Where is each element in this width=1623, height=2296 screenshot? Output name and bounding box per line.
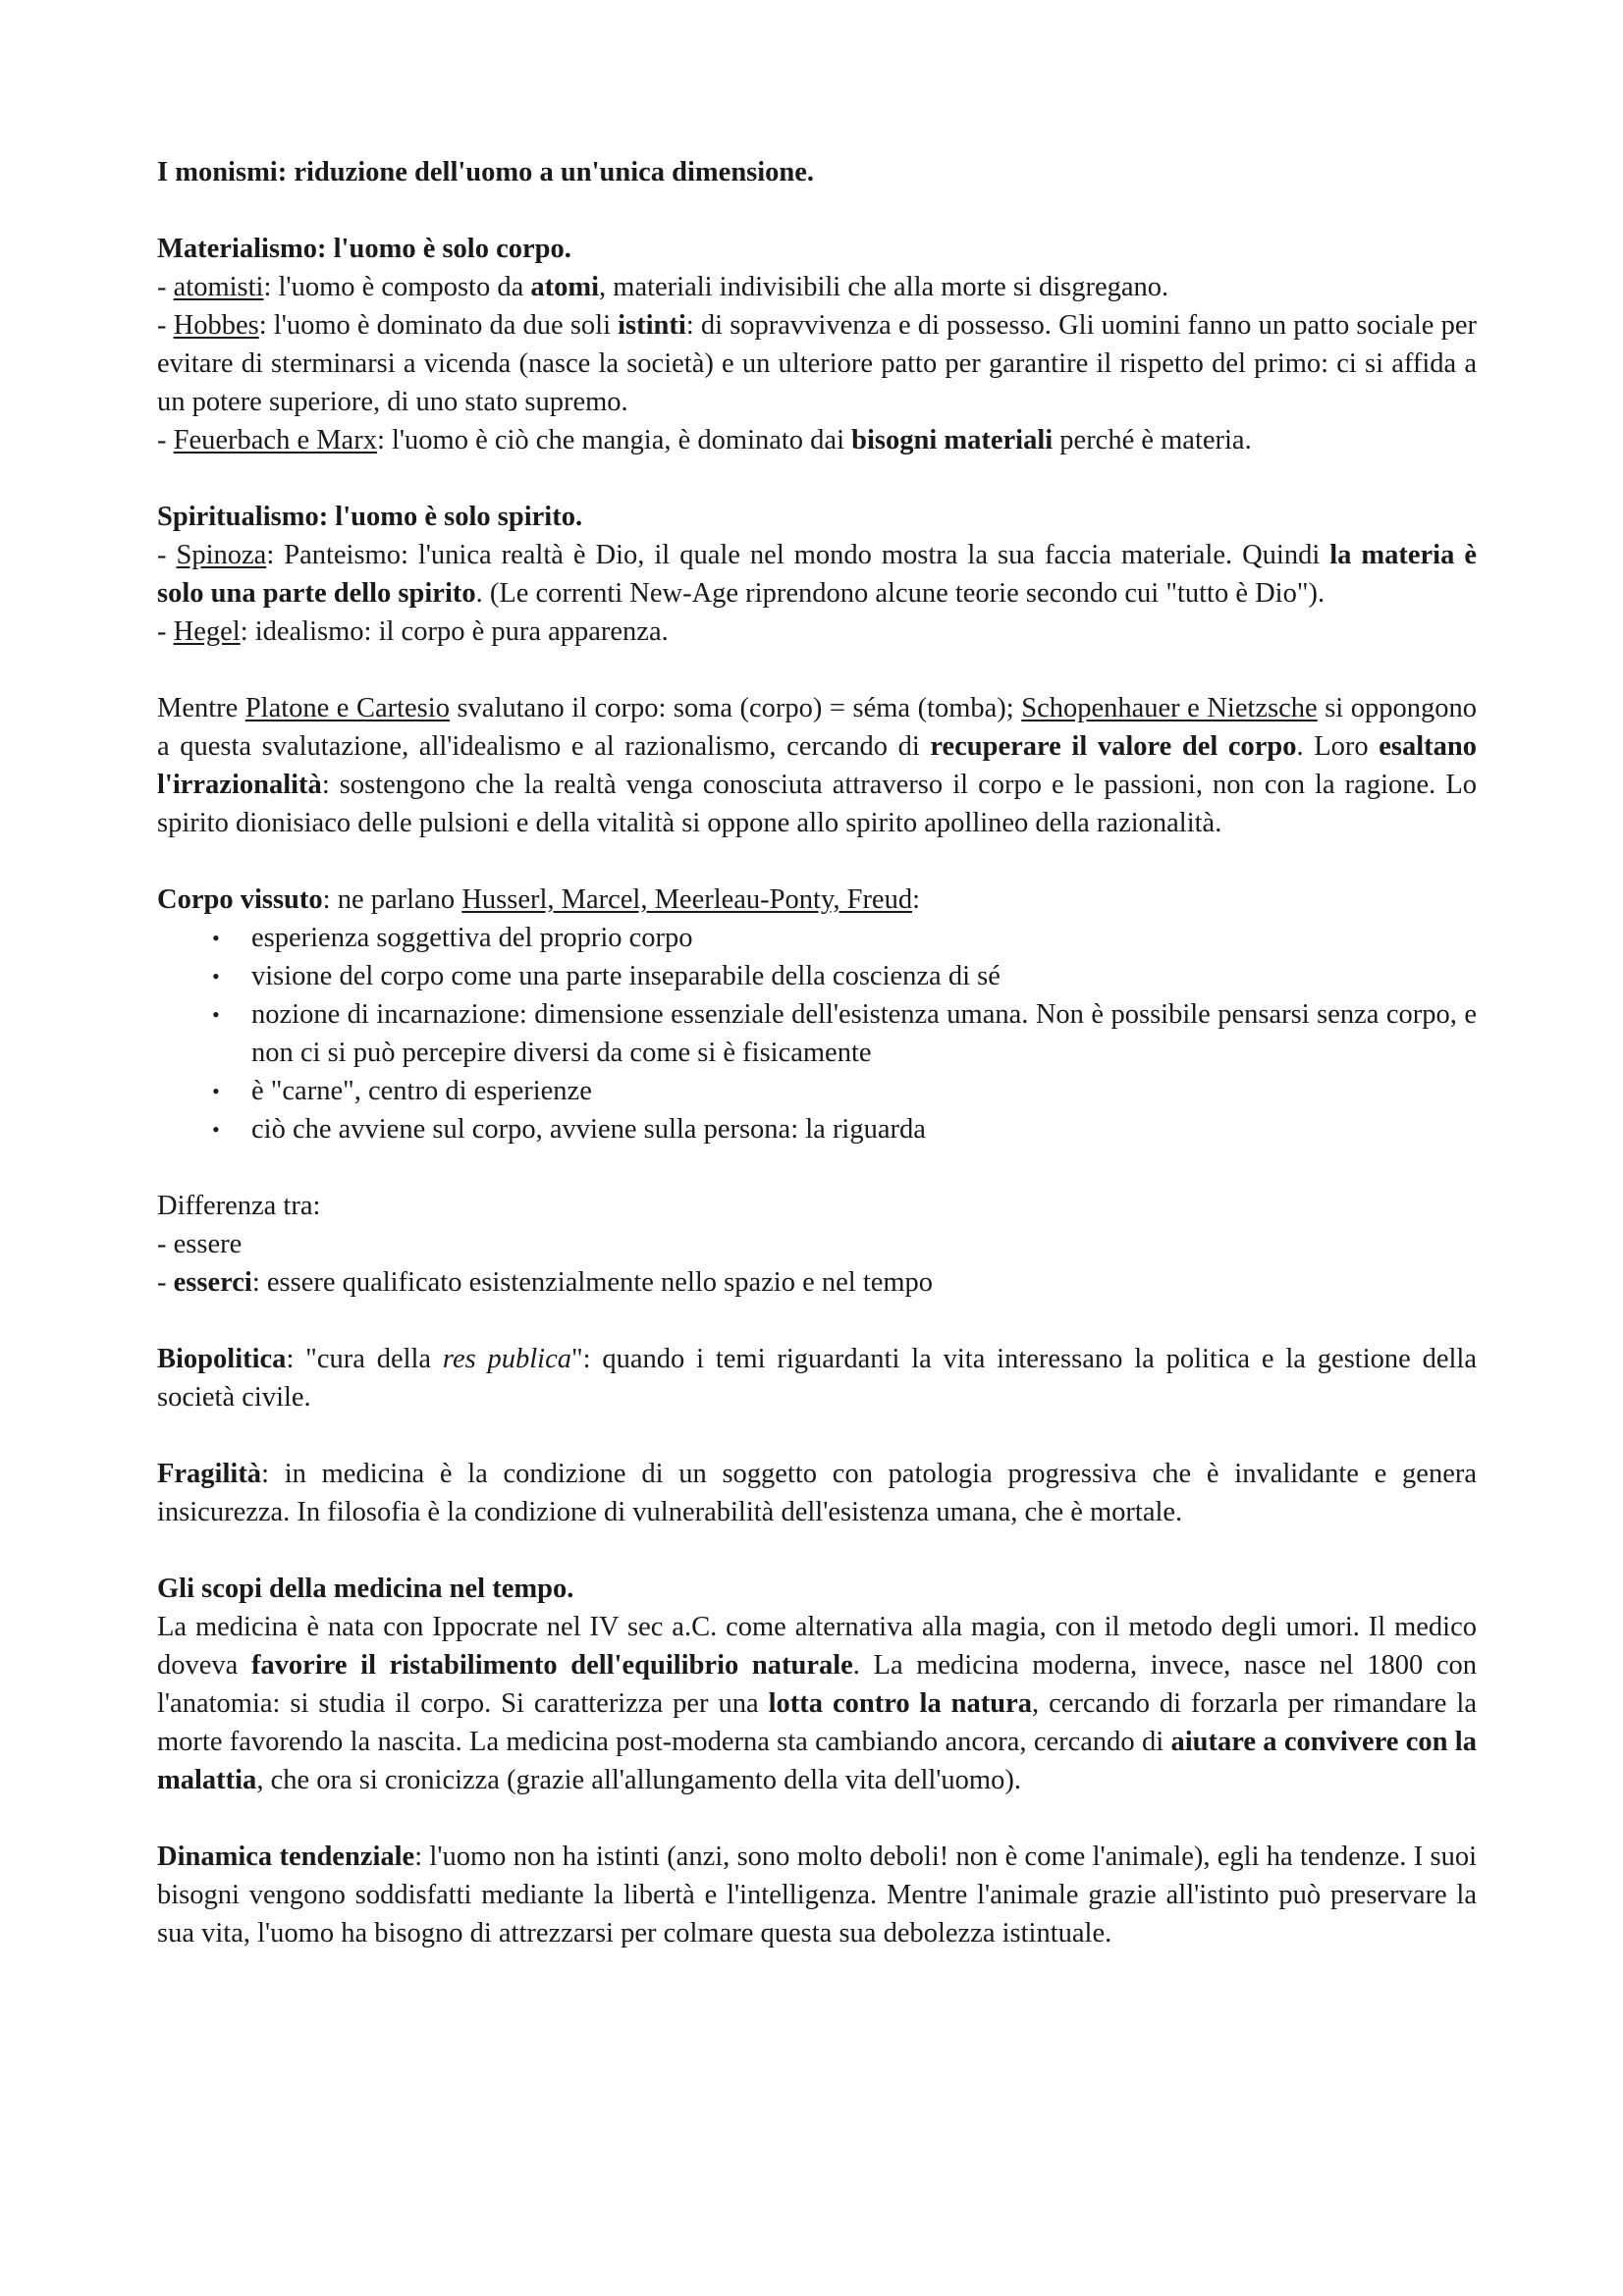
spinoza-line: - Spinoza: Panteismo: l'unica realtà è Dio, il quale nel mondo mostra la sua faccia materiale. Quindi la materia è solo una parte dello spirito. (Le correnti New-Age riprendono alcune teorie secondo cui "tutto è Dio"). — [157, 540, 1477, 609]
corpo-vissuto-intro: Corpo vissuto: ne parlano Husserl, Marcel, Meerleau-Ponty, Freud: — [157, 884, 921, 915]
section-materialismo — [157, 230, 1477, 459]
biopolitica-paragraph: Biopolitica: "cura della res publica": quando i temi riguardanti la vita interessano la politica e la gestione della società civile. — [157, 1344, 1477, 1413]
hobbes-name: Hobbes — [173, 310, 259, 341]
fragilita-paragraph: Fragilità: in medicina è la condizione di un soggetto con patologia progressiva che è invalidante e genera insicurezza. In filosofia è la condizione di vulnerabilità dell'esistenza umana, che è mortale. — [157, 1459, 1477, 1527]
differenza-esserci: - esserci: essere qualificato esistenzialmente nello spazio e nel tempo — [157, 1267, 934, 1298]
hegel-line: - Hegel: idealismo: il corpo è pura apparenza. — [157, 616, 669, 647]
feuerbach-line: - Feuerbach e Marx: l'uomo è ciò che mangia, è dominato dai bisogni materiali perché è materia. — [157, 425, 1252, 455]
list-item: • visione del corpo come una parte inseparabile della coscienza di sé — [157, 957, 1477, 995]
list-item: • esperienza soggettiva del proprio corpo — [157, 919, 1477, 957]
section-spiritualismo — [157, 498, 1477, 651]
corpo-vissuto-authors: Husserl, Marcel, Meerleau-Ponty, Freud — [461, 884, 913, 915]
list-item: • è "carne", centro di esperienze — [157, 1072, 1477, 1110]
document-page — [157, 153, 1477, 1952]
feuerbach-name: Feuerbach e Marx — [173, 425, 377, 455]
hobbes-line: - Hobbes: l'uomo è dominato da due soli istinti: di sopravvivenza e di possesso. Gli uomini fanno un patto sociale per evitare di sterminarsi a vicenda (nasce la società) e un ulteriore patto per garantire il rispetto del primo: ci si affida a un potere superiore, di uno stato supremo. — [157, 310, 1477, 417]
bullet-dot: • — [212, 1117, 220, 1142]
differenza-essere: - essere — [157, 1229, 243, 1259]
bullet-dot: • — [212, 926, 220, 950]
section-corpo-vissuto — [157, 881, 1477, 1148]
hegel-name: Hegel — [173, 616, 241, 647]
bullet-dot: • — [212, 1079, 220, 1103]
section-differenza — [157, 1187, 1477, 1302]
mentre-paragraph: Mentre Platone e Cartesio svalutano il corpo: soma (corpo) = séma (tomba); Schopenhauer e Nietzsche si oppongono a questa svalutazione, all'idealismo e al razionalismo, cercando di recuperare il valore del corpo. Loro esaltano l'irrazionalità: sostengono che la realtà venga conosciuta attraverso il corpo e le passioni, non con la ragione. Lo spirito dionisiaco delle pulsioni e della vitalità si oppone allo spirito apollineo della razionalità. — [157, 693, 1478, 838]
atomisti-name: atomisti — [173, 272, 264, 302]
dinamica-paragraph: Dinamica tendenziale: l'uomo non ha istinti (anzi, sono molto deboli! non è come l'animale), egli ha tendenze. I suoi bisogni vengono soddisfatti mediante la libertà e l'intelligenza. Mentre l'animale grazie all'istinto può preservare la sua vita, l'uomo ha bisogno di attrezzarsi per colmare questa sua debolezza istintuale. — [157, 1842, 1477, 1949]
platone-cartesio: Platone e Cartesio — [244, 693, 450, 723]
list-item: • nozione di incarnazione: dimensione essenziale dell'esistenza umana. Non è possibile pensarsi senza corpo, e non ci si può percepire diversi da come si è fisicamente — [157, 995, 1477, 1072]
section-scopi — [157, 1570, 1477, 1799]
bullet-dot: • — [212, 1002, 220, 1027]
spiritualismo-heading: Spiritualismo: l'uomo è solo spirito. — [157, 502, 583, 532]
materialismo-heading: Materialismo: l'uomo è solo corpo. — [157, 234, 571, 264]
corpo-vissuto-list — [157, 919, 1477, 1148]
list-item: • ciò che avviene sul corpo, avviene sulla persona: la riguarda — [157, 1110, 1477, 1148]
scopi-paragraph: La medicina è nata con Ippocrate nel IV sec a.C. come alternativa alla magia, con il metodo degli umori. Il medico doveva favorire il ristabilimento dell'equilibrio naturale. La medicina moderna, invece, nasce nel 1800 con l'anatomia: si studia il corpo. Si caratterizza per una lotta contro la natura, cercando di forzarla per rimandare la morte favorendo la nascita. La medicina post-moderna sta cambiando ancora, cercando di aiutare a convivere con la malattia, che ora si cronicizza (grazie all'allungamento della vita dell'uomo). — [157, 1612, 1477, 1795]
spinoza-name: Spinoza — [176, 540, 267, 570]
atomisti-line: - atomisti: l'uomo è composto da atomi, materiali indivisibili che alla morte si disgregano. — [157, 272, 1169, 302]
scopi-heading: Gli scopi della medicina nel tempo. — [157, 1574, 574, 1604]
schopenhauer-nietzsche: Schopenhauer e Nietzsche — [1021, 693, 1318, 723]
differenza-intro: Differenza tra: — [157, 1191, 321, 1221]
document-title: I monismi: riduzione dell'uomo a un'unica dimensione. — [157, 157, 815, 187]
bullet-dot: • — [212, 964, 220, 988]
